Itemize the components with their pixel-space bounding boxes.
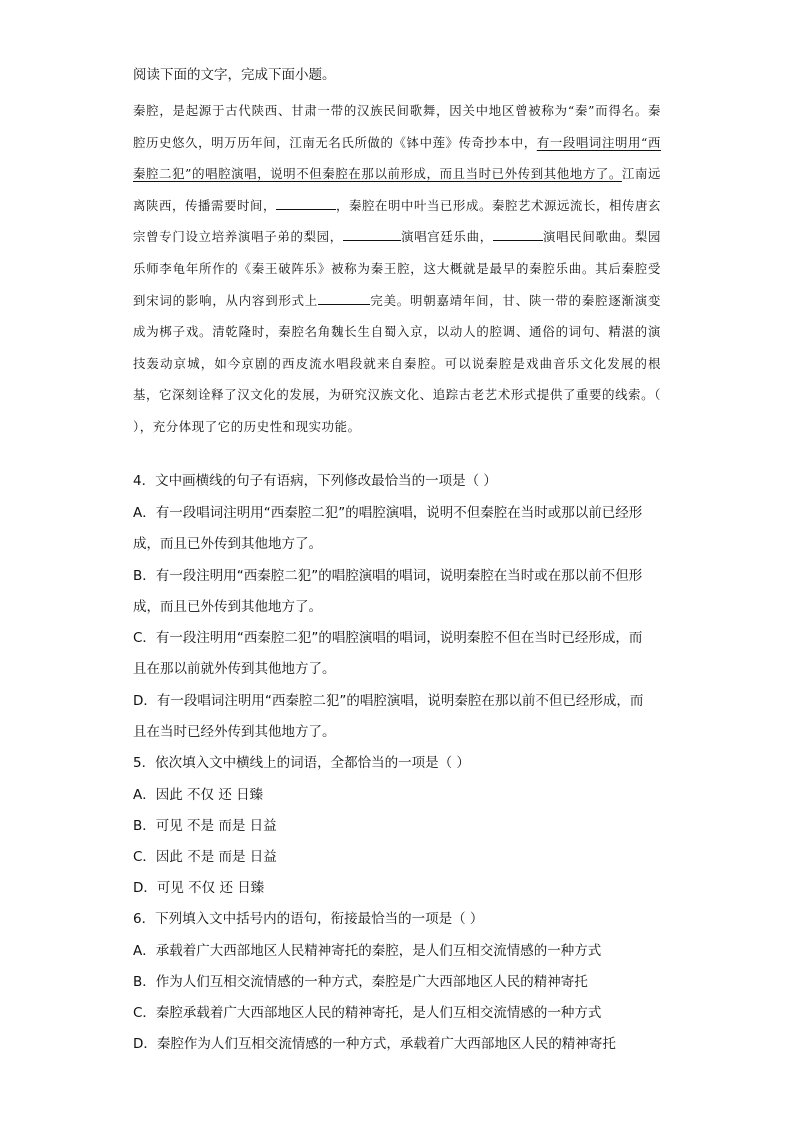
passage-text-2: 江南远离陕西，传播需要时间， xyxy=(133,166,661,213)
passage-text-6: 完美。明朝嘉靖年间，甘、陕一带的秦腔逐渐演变成为梆子戏。清乾隆时，秦腔名角魏长生自蜀入京，以动人的腔调、通俗的词句、精湛的演技轰动京城，如今京剧的西皮流水唱段就来自秦腔。可以说秦腔是戏曲音乐文化发展的根基，它深刻诠释了汉文化的发展，为研究汉族文化、追踪古老艺术形式提供了重要的线索。（ ），充分体现了它的历史性和现实功能。 xyxy=(133,292,661,434)
question-4-option-c-line2: 且在那以前就外传到其他地方了。 xyxy=(133,661,336,677)
question-4-stem: 4．文中画横线的句子有语病，下列修改最恰当的一项是（ ） xyxy=(133,473,497,489)
question-5-option-c: C．因此 不是 而是 日益 xyxy=(133,849,277,865)
question-5-option-b: B．可见 不是 而是 日益 xyxy=(133,818,277,834)
question-4-option-b-line1: B．有一段注明用“西秦腔二犯”的唱腔演唱的唱词，说明秦腔在当时或在那以前不但形 xyxy=(133,568,643,584)
blank-1 xyxy=(276,195,336,210)
passage-text-3: ，秦腔在明中叶当已形成。秦腔艺术源远流长，相传唐玄宗曾专门设立培养演唱子弟的梨园， xyxy=(133,197,661,245)
question-4-option-b-line2: 成，而且已外传到其他地方了。 xyxy=(133,599,322,615)
question-4-option-d-line2: 且在当时已经外传到其他地方了。 xyxy=(133,724,336,740)
reading-instruction: 阅读下面的文字，完成下面小题。 xyxy=(133,67,336,83)
question-4-option-c-line1: C．有一段注明用“西秦腔二犯”的唱腔演唱的唱词，说明秦腔不但在当时已经形成，而 xyxy=(133,630,643,646)
question-6-option-c: C．秦腔承载着广大西部地区人民的精神寄托，是人们互相交流情感的一种方式 xyxy=(133,1005,602,1021)
passage-text-1: 秦腔，是起源于古代陕西、甘肃一带的汉族民间歌舞，因关中地区曾被称为“秦”而得名。秦腔历史悠久，明万历年间，江南无名氏所做的《钵中莲》传奇抄本中， xyxy=(133,103,661,150)
question-5-option-d: D．可见 不仅 还 日臻 xyxy=(133,880,265,896)
reading-passage xyxy=(133,95,661,443)
question-4-option-a-line1: A．有一段唱词注明用“西秦腔二犯”的唱腔演唱，说明不但秦腔在当时或那以前已经形 xyxy=(133,505,643,521)
question-6-option-a: A．承载着广大西部地区人民精神寄托的秦腔，是人们互相交流情感的一种方式 xyxy=(133,943,602,959)
question-6-option-b: B．作为人们互相交流情感的一种方式，秦腔是广大西部地区人民的精神寄托 xyxy=(133,974,588,990)
question-5-stem: 5．依次填入文中横线上的词语，全都恰当的一项是（ ） xyxy=(133,755,470,771)
passage-text-4: 演唱宫廷乐曲， xyxy=(400,229,493,245)
question-5-option-a: A．因此 不仅 还 日臻 xyxy=(133,787,264,803)
question-6-option-d: D．秦腔作为人们互相交流情感的一种方式，承载着广大西部地区人民的精神寄托 xyxy=(133,1036,616,1052)
underlined-sentence: 有一段唱词注明用“西秦腔二犯”的唱腔演唱，说明不但秦腔在那以前形成，而且当时已外传到其他地方了。 xyxy=(133,134,661,182)
blank-2 xyxy=(343,226,401,241)
passage-text-5: 演唱民间歌曲。梨园乐师李龟年所作的《秦王破阵乐》被称为秦王腔，这大概就是最早的秦腔乐曲。其后秦腔受到宋词的影响，从内容到形式上 xyxy=(133,229,662,308)
question-4-option-d-line1: D．有一段唱词注明用“西秦腔二犯”的唱腔演唱，说明秦腔在那以前不但已经形成，而 xyxy=(133,693,644,709)
question-6-stem: 6．下列填入文中括号内的语句，衔接最恰当的一项是（ ） xyxy=(133,911,484,927)
question-4-option-a-line2: 成，而且已外传到其他地方了。 xyxy=(133,536,322,552)
blank-4 xyxy=(318,290,370,305)
blank-3 xyxy=(493,226,543,241)
